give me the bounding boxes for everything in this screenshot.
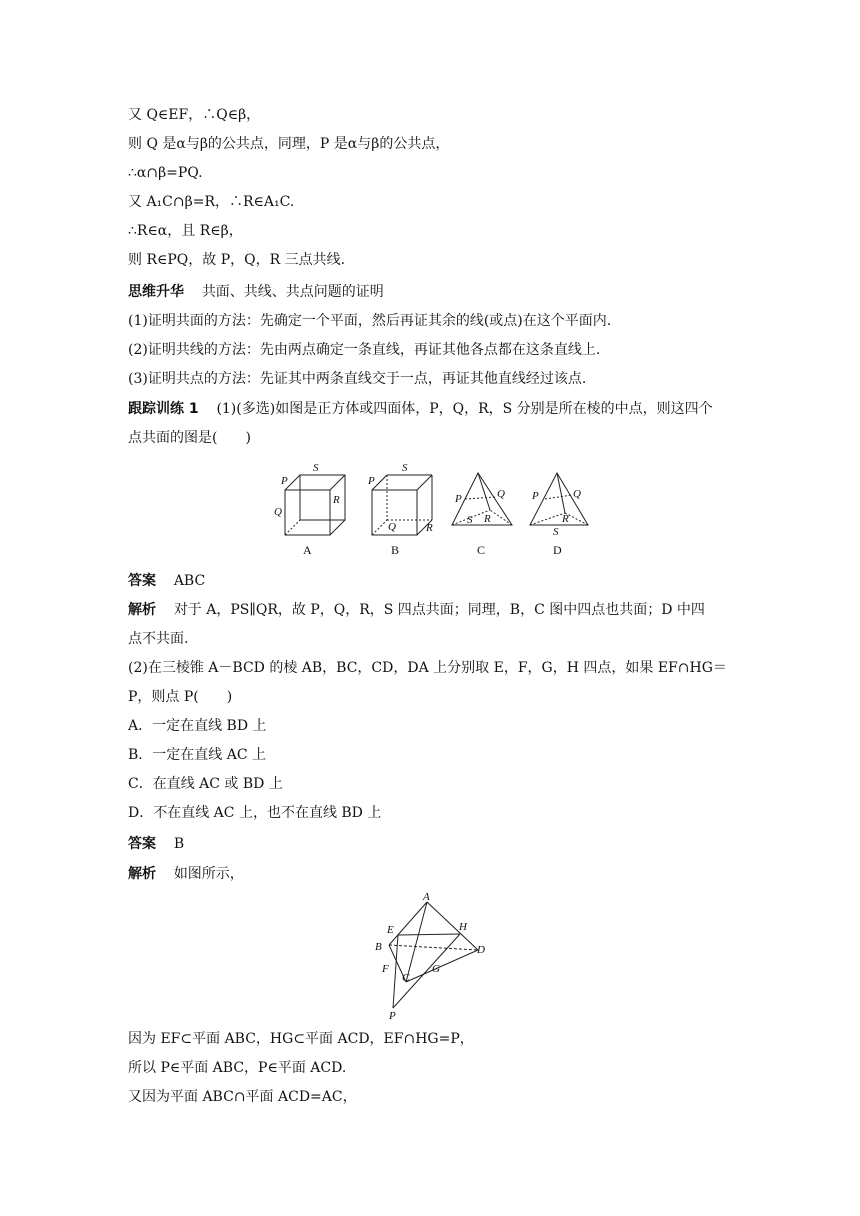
fig-b-s: S — [402, 462, 408, 474]
pt-a: A — [423, 891, 430, 903]
fig-b-q: Q — [388, 521, 396, 533]
summary-tag: 思维升华 — [128, 284, 184, 300]
summary-item-3: (3)证明共点的方法：先证其中两条直线交于一点，再证其他直线经过该点. — [128, 371, 587, 387]
answer-tag-1: 答案 — [128, 573, 156, 589]
summary-item-2: (2)证明共线的方法：先由两点确定一条直线，再证其他各点都在这条直线上. — [128, 342, 601, 358]
fig-d-s: S — [553, 526, 559, 538]
pt-c: C — [402, 972, 410, 984]
pt-e: E — [387, 924, 394, 936]
fig-b-r: R — [426, 522, 433, 534]
answer-1-value: ABC — [173, 573, 206, 589]
pt-f: F — [382, 963, 389, 975]
analysis-2 — [128, 864, 244, 884]
proof-line-2: 则 Q 是α与β的公共点，同理，P 是α与β的公共点， — [128, 136, 450, 152]
pt-p: P — [389, 1010, 396, 1020]
practice-q1-line2: 点共面的图是( ) — [128, 430, 251, 446]
pt-d: D — [477, 944, 485, 956]
fig-c-q: Q — [497, 488, 505, 500]
analysis-2-text: 如图所示， — [173, 866, 244, 882]
answer-tag-2: 答案 — [128, 836, 156, 852]
q2-line2: P，则点 P( ) — [128, 689, 233, 705]
practice-q1-text: (1)(多选)如图是正方体或四面体，P，Q，R，S 分别是所在棱的中点，则这四个 — [216, 401, 713, 417]
option-d: D．不在直线 AC 上，也不在直线 BD 上 — [128, 805, 382, 821]
summary-title: 共面、共线、共点问题的证明 — [201, 284, 384, 300]
fig-b-p: P — [368, 475, 375, 487]
practice-q1-line1 — [128, 399, 713, 419]
pt-h: H — [459, 921, 467, 933]
tail-line-3: 又因为平面 ABC∩平面 ACD=AC， — [128, 1089, 357, 1105]
analysis-1-line2: 点不共面. — [128, 631, 189, 647]
fig-d-r: R — [562, 513, 569, 525]
answer-2-value: B — [173, 836, 185, 852]
proof-line-6: 则 R∈PQ，故 P，Q，R 三点共线. — [128, 252, 346, 268]
analysis-1-text: 对于 A，PS∥QR，故 P，Q，R，S 四点共面；同理，B，C 图中四点也共面；D 中四 — [173, 602, 705, 618]
fig-a-p: P — [281, 475, 288, 487]
tail-line-2: 所以 P∈平面 ABC，P∈平面 ACD. — [128, 1060, 347, 1076]
option-c: C．在直线 AC 或 BD 上 — [128, 776, 283, 792]
proof-line-5: ∴R∈α，且 R∈β， — [128, 223, 243, 239]
fig-c-p: P — [455, 493, 462, 505]
option-b: B．一定在直线 AC 上 — [128, 747, 267, 763]
q2-line1: (2)在三棱锥 A－BCD 的棱 AB，BC，CD，DA 上分别取 E，F，G，H 四点，如果 EF∩HG＝ — [128, 660, 727, 676]
fig-label-c: C — [477, 543, 486, 557]
summary-heading — [128, 282, 384, 302]
analysis-tag-2: 解析 — [128, 866, 156, 882]
fig-d-q: Q — [573, 488, 581, 500]
proof-line-4: 又 A₁C∩β=R，∴R∈A₁C. — [128, 194, 295, 210]
proof-line-3: ∴α∩β=PQ. — [128, 165, 203, 181]
answer-1 — [128, 571, 205, 591]
summary-item-1: (1)证明共面的方法：先确定一个平面，然后再证其余的线(或点)在这个平面内. — [128, 313, 612, 329]
fig-a-r: R — [333, 494, 340, 506]
fig-label-a: A — [303, 543, 312, 557]
fig-a-q: Q — [274, 506, 282, 518]
practice-tag: 跟踪训练 1 — [128, 401, 199, 417]
analysis-tag-1: 解析 — [128, 602, 156, 618]
fig-c-s: S — [467, 514, 473, 526]
pt-g: G — [432, 963, 440, 975]
fig-label-d: D — [553, 543, 562, 557]
figures-row — [0, 455, 860, 565]
proof-line-1: 又 Q∈EF，∴Q∈β， — [128, 107, 261, 123]
pyramid-figure — [0, 890, 860, 1020]
cube-b — [372, 475, 432, 535]
fig-a-s: S — [313, 462, 319, 474]
tail-line-1: 因为 EF⊂平面 ABC，HG⊂平面 ACD，EF∩HG=P， — [128, 1031, 474, 1047]
option-a: A．一定在直线 BD 上 — [128, 718, 267, 734]
analysis-1-line1 — [128, 600, 705, 620]
fig-d-p: P — [532, 490, 539, 502]
answer-2 — [128, 834, 184, 854]
fig-c-r: R — [484, 513, 491, 525]
fig-label-b: B — [391, 543, 400, 557]
pt-b: B — [375, 941, 382, 953]
